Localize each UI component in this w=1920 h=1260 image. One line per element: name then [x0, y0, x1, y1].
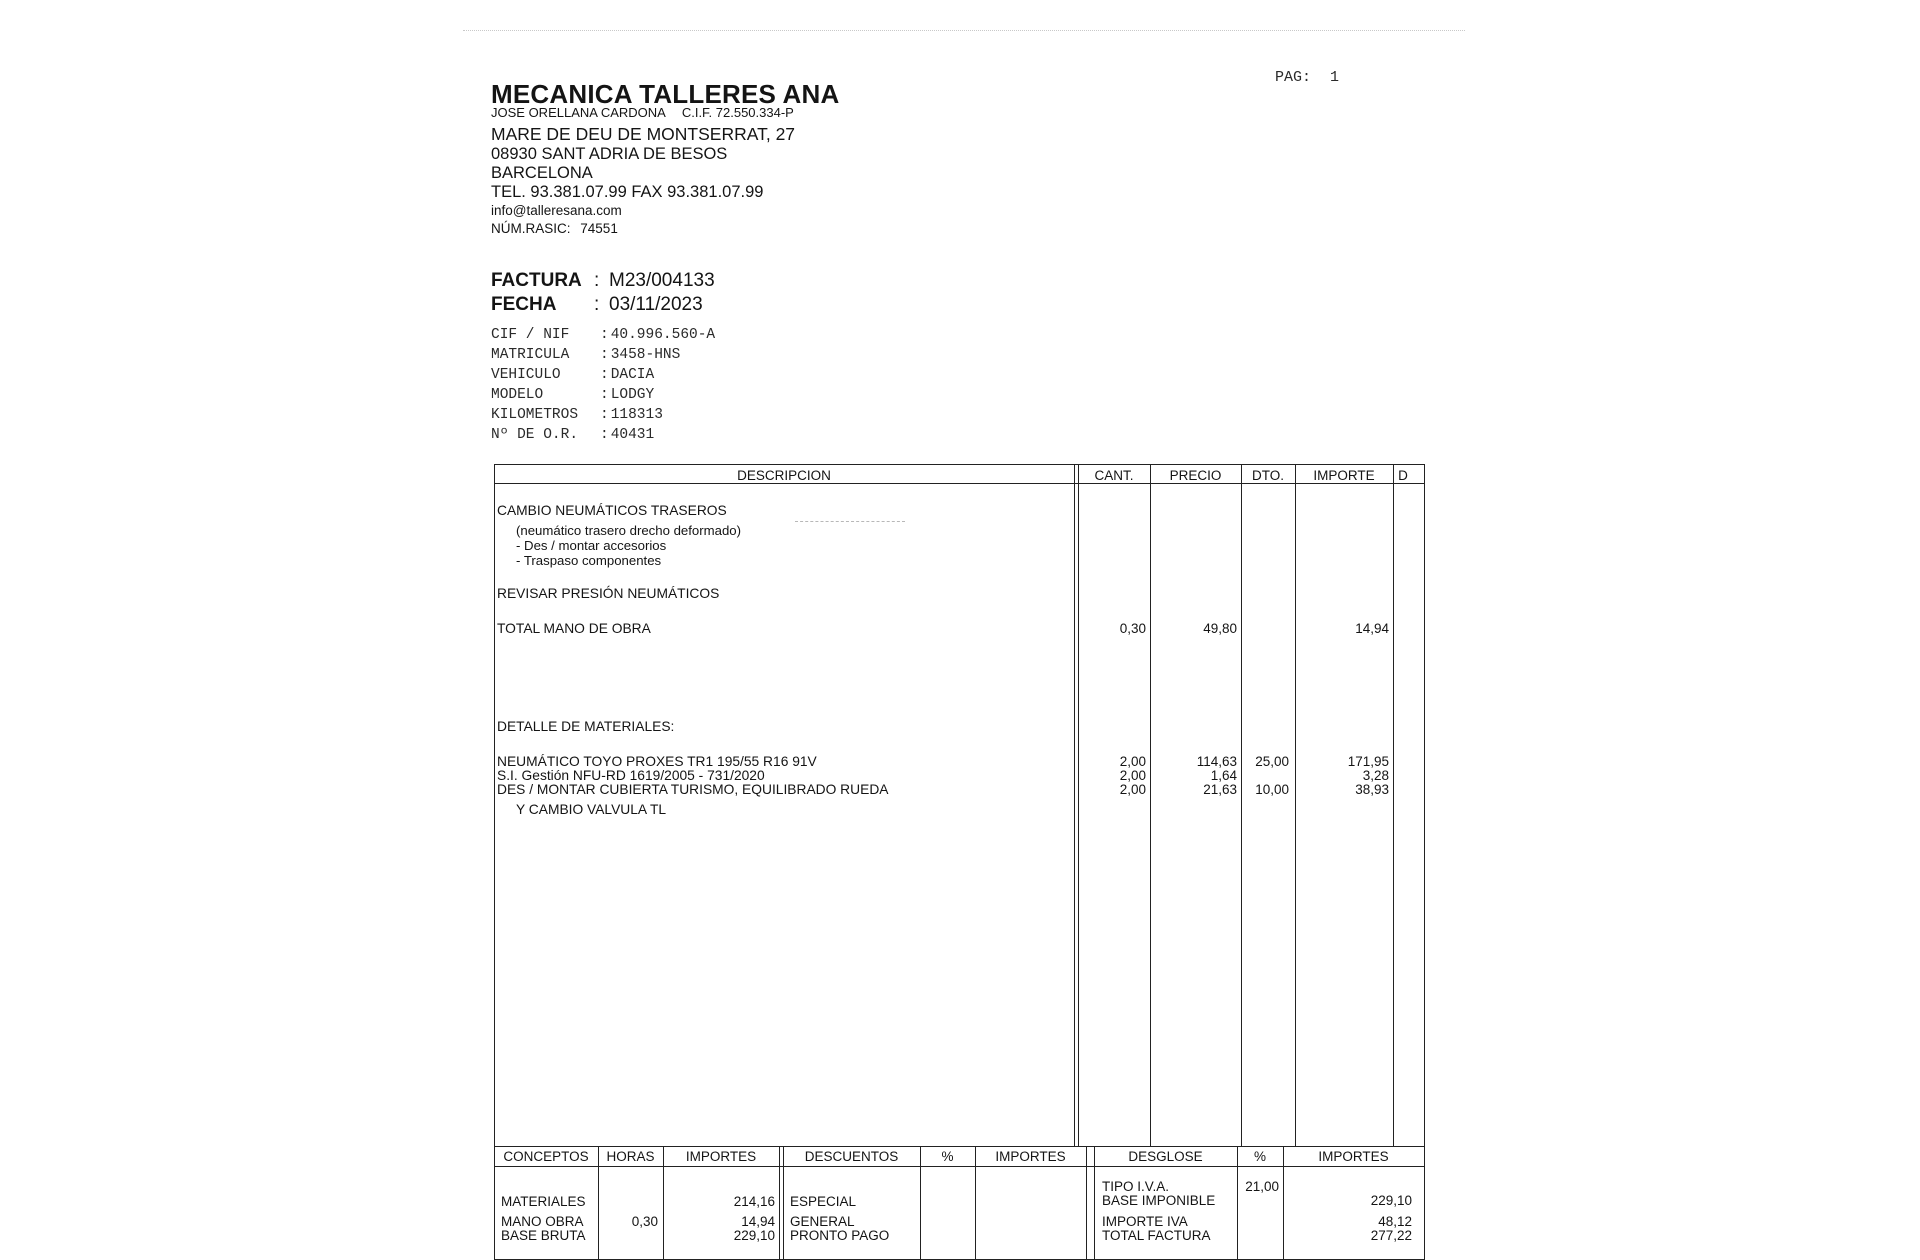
summary-header-importes: IMPORTES	[1318, 1149, 1389, 1164]
work-title: CAMBIO NEUMÁTICOS TRASEROS	[497, 503, 727, 518]
company-cif: C.I.F. 72.550.334-P	[681, 105, 794, 120]
table-bottom-border	[494, 1146, 1424, 1147]
material-cant: 2,00	[1119, 782, 1146, 797]
header-precio: PRECIO	[1169, 468, 1222, 483]
discount-label: PRONTO PAGO	[790, 1228, 890, 1243]
vehicle-row: KILOMETROS : 118313	[491, 407, 663, 423]
vehicle-label: KILOMETROS	[491, 407, 579, 423]
vehicle-label: Nº DE O.R.	[491, 427, 579, 443]
material-precio: 1,64	[1210, 768, 1237, 783]
summary-header-percent: %	[1253, 1149, 1266, 1164]
labour-importe: 14,94	[1355, 621, 1389, 636]
tax-amount-label: IMPORTE IVA	[1102, 1214, 1188, 1229]
factura-label: FACTURA	[491, 270, 582, 291]
scan-mark	[795, 521, 905, 523]
summary-header-conceptos: CONCEPTOS	[503, 1149, 589, 1164]
page-number-value: 1	[1330, 69, 1340, 86]
company-owner: JOSE ORELLANA CARDONA	[491, 105, 666, 120]
material-precio: 21,63	[1203, 782, 1237, 797]
concept-horas: 0,30	[631, 1214, 658, 1229]
work-check: REVISAR PRESIÓN NEUMÁTICOS	[497, 586, 720, 601]
summary-header-importes: IMPORTES	[995, 1149, 1066, 1164]
company-rasic	[491, 221, 618, 236]
vehicle-value: 40.996.560-A	[610, 327, 716, 343]
material-precio: 114,63	[1196, 754, 1237, 769]
vehicle-value: 40431	[610, 427, 655, 443]
concept-importe: 14,94	[741, 1214, 775, 1229]
rasic-label: NÚM.RASIC:	[491, 221, 571, 236]
company-street: MARE DE DEU DE MONTSERRAT, 27	[491, 124, 796, 144]
material-desc: S.I. Gestión NFU-RD 1619/2005 - 731/2020	[497, 768, 765, 783]
material-dto: 10,00	[1255, 782, 1289, 797]
fecha-label: FECHA	[491, 294, 557, 315]
materials-title: DETALLE DE MATERIALES:	[497, 719, 675, 734]
tax-base-value: 229,10	[1370, 1193, 1412, 1208]
summary-header-descuentos: DESCUENTOS	[804, 1149, 899, 1164]
vehicle-label: VEHICULO	[491, 367, 561, 383]
summary-header-percent: %	[941, 1149, 954, 1164]
vehicle-value: DACIA	[610, 367, 655, 383]
material-importe: 171,95	[1347, 754, 1389, 769]
vehicle-row: MODELO : LODGY	[491, 387, 655, 403]
materials-note: Y CAMBIO VALVULA TL	[516, 802, 667, 817]
col-divider	[1150, 464, 1151, 1146]
discount-label: ESPECIAL	[790, 1194, 857, 1209]
header-descripcion: DESCRIPCION	[737, 468, 831, 483]
material-desc: DES / MONTAR CUBIERTA TURISMO, EQUILIBRADO RUEDA	[497, 782, 889, 797]
concept-importe: 214,16	[733, 1194, 775, 1209]
concept-label: MATERIALES	[501, 1194, 586, 1209]
col-divider	[1295, 464, 1296, 1146]
factura-number: M23/004133	[609, 270, 715, 291]
vehicle-row: CIF / NIF : 40.996.560-A	[491, 327, 716, 343]
table-right-border	[1424, 464, 1425, 1260]
col-divider	[1393, 464, 1394, 1146]
col-divider	[1078, 464, 1079, 1146]
material-importe: 38,93	[1355, 782, 1389, 797]
labour-precio: 49,80	[1203, 621, 1237, 636]
material-dto: 25,00	[1255, 754, 1289, 769]
vehicle-label: MODELO	[491, 387, 544, 403]
header-dto: DTO.	[1251, 468, 1284, 483]
rasic-value: 74551	[580, 221, 618, 236]
summary-header-horas: HORAS	[606, 1149, 655, 1164]
table-left-border	[494, 464, 495, 1260]
labour-cant: 0,30	[1119, 621, 1146, 636]
factura-colon: :	[594, 270, 600, 291]
concept-label: MANO OBRA	[501, 1214, 584, 1229]
table-header-border	[494, 483, 1424, 484]
fecha-colon: :	[594, 294, 600, 315]
vehicle-row: VEHICULO : DACIA	[491, 367, 655, 383]
material-desc: NEUMÁTICO TOYO PROXES TR1 195/55 R16 91V	[497, 754, 817, 769]
company-name: MECANICA TALLERES ANA	[491, 79, 840, 109]
page-number-label: PAG:	[1275, 69, 1312, 86]
concept-label: BASE BRUTA	[501, 1228, 586, 1243]
work-note: - Traspaso componentes	[516, 553, 662, 568]
invoice-total-value: 277,22	[1370, 1228, 1412, 1243]
vehicle-value: LODGY	[610, 387, 655, 403]
summary-header-importes: IMPORTES	[685, 1149, 757, 1164]
company-owner-line	[491, 105, 794, 120]
tax-type-label: TIPO I.V.A.	[1102, 1179, 1170, 1194]
vehicle-label: MATRICULA	[491, 347, 570, 363]
tax-base-label: BASE IMPONIBLE	[1102, 1193, 1216, 1208]
material-importe: 3,28	[1362, 768, 1389, 783]
page-number	[1275, 69, 1339, 86]
header-d: D	[1398, 468, 1408, 483]
discount-label: GENERAL	[790, 1214, 855, 1229]
vehicle-value: 118313	[610, 407, 663, 423]
company-phones: TEL. 93.381.07.99 FAX 93.381.07.99	[491, 183, 764, 201]
tax-type-percent: 21,00	[1245, 1179, 1279, 1194]
work-note: - Des / montar accesorios	[516, 538, 667, 553]
vehicle-value: 3458-HNS	[610, 347, 681, 363]
summary-divider	[779, 1146, 780, 1260]
tax-amount-value: 48,12	[1378, 1214, 1412, 1229]
material-cant: 2,00	[1119, 768, 1146, 783]
col-divider	[1074, 464, 1075, 1146]
col-divider	[1241, 464, 1242, 1146]
fecha-value: 03/11/2023	[609, 294, 703, 315]
company-email: info@talleresana.com	[491, 203, 622, 218]
table-top-border	[494, 464, 1424, 465]
header-importe: IMPORTE	[1313, 468, 1375, 483]
concept-importe: 229,10	[733, 1228, 775, 1243]
work-note: (neumático trasero drecho deformado)	[516, 523, 742, 538]
company-city: 08930 SANT ADRIA DE BESOS	[491, 145, 728, 163]
invoice-total-label: TOTAL FACTURA	[1102, 1228, 1211, 1243]
vehicle-label: CIF / NIF	[491, 327, 570, 343]
vehicle-row: Nº DE O.R. : 40431	[491, 427, 655, 443]
vehicle-row: MATRICULA : 3458-HNS	[491, 347, 681, 363]
material-cant: 2,00	[1119, 754, 1146, 769]
labour-total-label: TOTAL MANO DE OBRA	[497, 621, 651, 636]
company-province: BARCELONA	[491, 164, 593, 182]
page-top-edge	[463, 30, 1465, 31]
header-cant: CANT.	[1094, 468, 1134, 483]
summary-header-desglose: DESGLOSE	[1128, 1149, 1203, 1164]
summary-divider	[1086, 1146, 1087, 1260]
summary-header-border	[494, 1166, 1424, 1167]
